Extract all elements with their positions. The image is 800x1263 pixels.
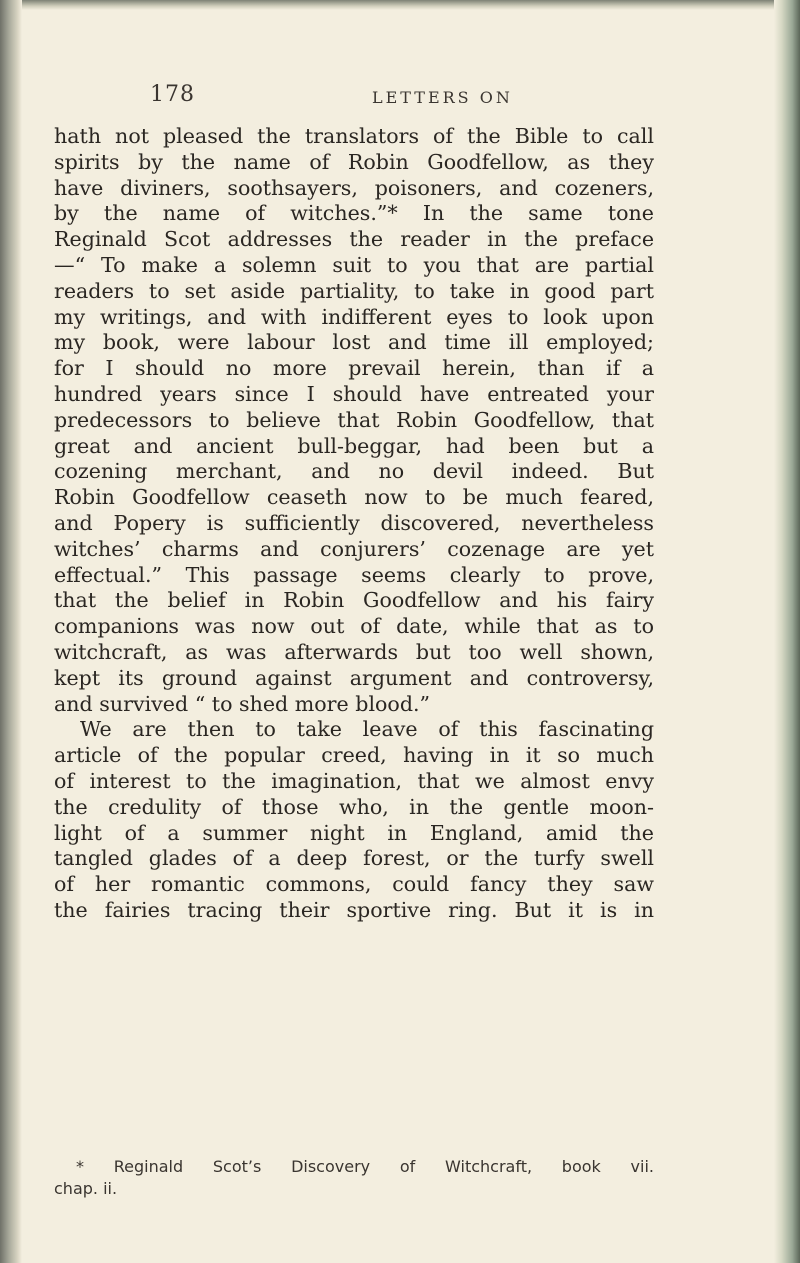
text-line: the credulity of those who, in the gentle moon- xyxy=(54,794,654,819)
text-line: cozening merchant, and no devil indeed. But xyxy=(54,459,654,484)
text-line: witches’ charms and conjurers’ cozenage are yet xyxy=(54,536,654,561)
text-line: hundred years since I should have entreated your xyxy=(54,381,654,406)
footnote-line: * Reginald Scot’s Discovery of Witchcraft, book vii. xyxy=(76,1157,654,1176)
text-line: spirits by the name of Robin Goodfellow, as they xyxy=(54,149,654,174)
text-line: We are then to take leave of this fascinating xyxy=(80,717,654,742)
text-line: hath not pleased the translators of the Bible to call xyxy=(54,124,654,148)
text-line: of her romantic commons, could fancy they saw xyxy=(54,872,654,897)
text-line: great and ancient bull-beggar, had been but a xyxy=(54,433,654,458)
text-line: have diviners, soothsayers, poisoners, and cozeners, xyxy=(54,175,654,200)
text-line: of interest to the imagination, that we almost envy xyxy=(54,768,654,793)
running-title: LETTERS ON xyxy=(372,88,513,107)
body-text xyxy=(54,124,654,924)
text-line: Reginald Scot addresses the reader in the preface xyxy=(54,227,654,252)
page-left-edge xyxy=(0,0,22,1263)
text-line: effectual.” This passage seems clearly to prove, xyxy=(54,562,654,587)
text-line: the fairies tracing their sportive ring. But it is in xyxy=(54,897,654,922)
text-line: witchcraft, as was afterwards but too well shown, xyxy=(54,639,654,664)
text-line: kept its ground against argument and controversy, xyxy=(54,665,654,690)
text-line: tangled glades of a deep forest, or the turfy swell xyxy=(54,846,654,871)
page-header xyxy=(100,78,720,114)
text-line: that the belief in Robin Goodfellow and his fairy xyxy=(54,588,654,613)
text-line: my writings, and with indifferent eyes to look upon xyxy=(54,304,654,329)
text-line: —“ To make a solemn suit to you that are partial xyxy=(54,252,654,277)
text-line: my book, were labour lost and time ill employed; xyxy=(54,330,654,355)
text-line: and survived “ to shed more blood.” xyxy=(54,691,431,716)
book-page xyxy=(100,78,720,114)
text-line: readers to set aside partiality, to take in good part xyxy=(54,278,654,303)
text-line: for I should no more prevail herein, than if a xyxy=(54,356,654,381)
text-line: light of a summer night in England, amid the xyxy=(54,820,654,845)
text-line: Robin Goodfellow ceaseth now to be much feared, xyxy=(54,485,654,510)
page-top-edge xyxy=(0,0,800,10)
footnote xyxy=(54,1156,654,1200)
text-line: companions was now out of date, while that as to xyxy=(54,614,654,639)
text-line: article of the popular creed, having in it so much xyxy=(54,743,654,768)
page-number: 178 xyxy=(150,82,195,107)
footnote-line: chap. ii. xyxy=(54,1179,118,1198)
text-line: by the name of witches.”* In the same tone xyxy=(54,201,654,226)
text-line: and Popery is sufficiently discovered, nevertheless xyxy=(54,510,654,535)
page-right-edge xyxy=(774,0,800,1263)
text-line: predecessors to believe that Robin Goodfellow, that xyxy=(54,407,654,432)
